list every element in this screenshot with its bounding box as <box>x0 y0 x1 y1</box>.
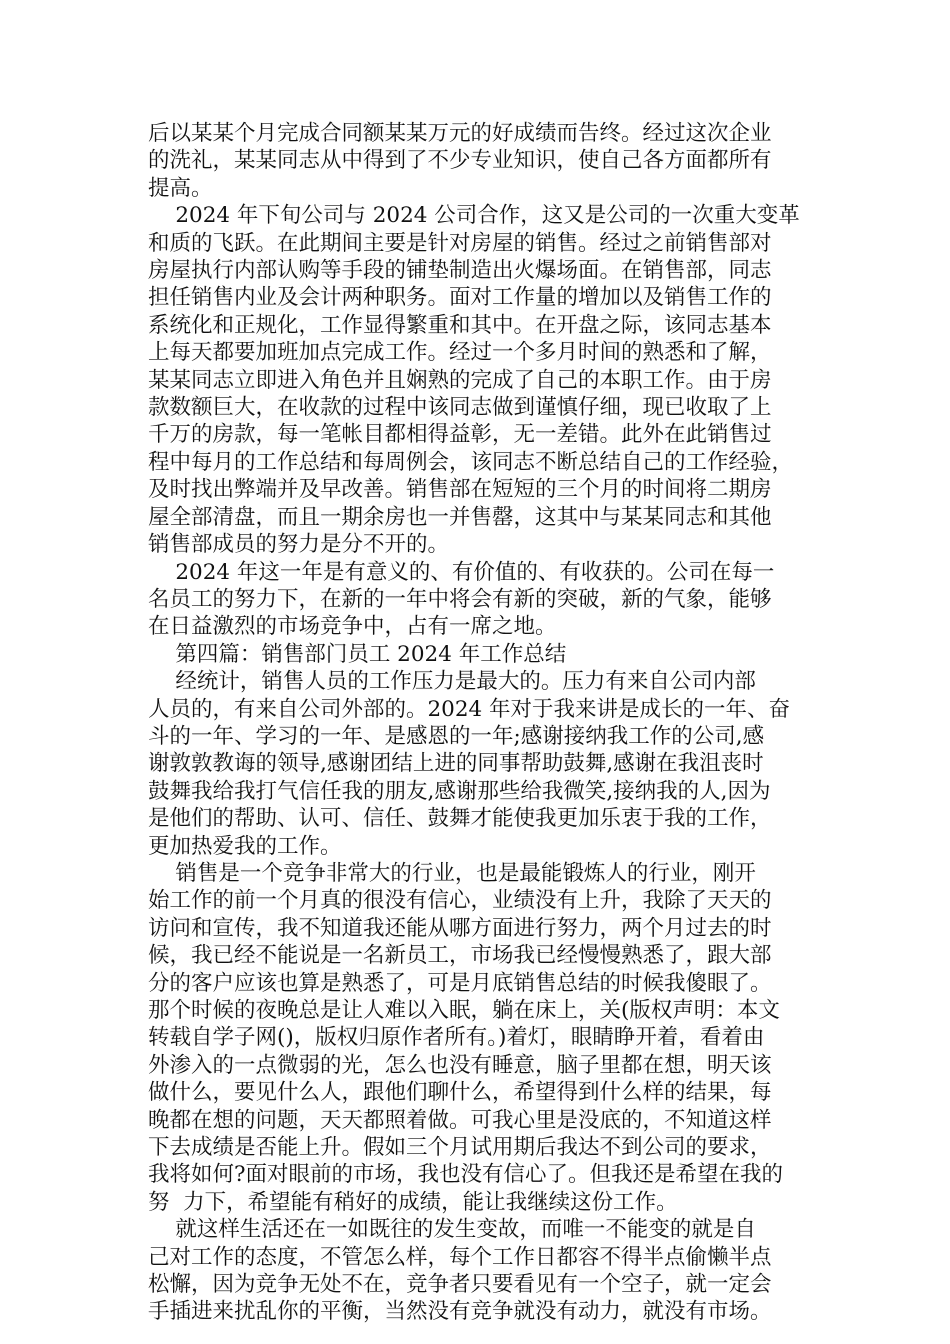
paragraph <box>148 1216 823 1326</box>
text-line: 转载自学子网()，版权归原作者所有。)着灯，眼睛睁开着，看着由 <box>148 1025 765 1051</box>
text-line: 销售是一个竞争非常大的行业，也是最能锻炼人的行业，刚开 <box>148 860 756 886</box>
text-line: 分的客户应该也算是熟悉了，可是月底销售总结的时候我傻眼了。 <box>148 970 772 996</box>
text-line: 下去成绩是否能上升。假如三个月试用期后我达不到公司的要求， <box>148 1135 772 1161</box>
section-heading <box>148 641 823 668</box>
text-line: 人员的，有来自公司外部的。2024 年对于我来讲是成长的一年、奋 <box>148 696 791 722</box>
text-line: 款数额巨大，在收款的过程中该同志做到谨慎仔细，现已收取了上 <box>148 395 772 421</box>
text-line: 斗的一年、学习的一年、是感恩的一年;感谢接纳我工作的公司,感 <box>148 723 765 749</box>
text-line: 程中每月的工作总结和每周例会，该同志不断总结自己的工作经验， <box>148 449 794 475</box>
text-line: 上每天都要加班加点完成工作。经过一个多月时间的熟悉和了解， <box>148 340 772 366</box>
text-line: 谢敦敦教诲的领导,感谢团结上进的同事帮助鼓舞,感谢在我沮丧时 <box>148 751 764 777</box>
text-line: 某某同志立即进入角色并且娴熟的完成了自己的本职工作。由于房 <box>148 367 772 393</box>
text-line: 我将如何?面对眼前的市场，我也没有信心了。但我还是希望在我的 <box>148 1162 784 1188</box>
text-line: 系统化和正规化，工作显得繁重和其中。在开盘之际，该同志基本 <box>148 312 772 338</box>
text-line: 那个时候的夜晚总是让人难以入眠，躺在床上，关(版权声明：本文 <box>148 998 780 1023</box>
document-page <box>148 120 823 1326</box>
text-line: 销售部成员的努力是分不开的。 <box>148 532 450 558</box>
text-line: 在日益激烈的市场竞争中，占有一席之地。 <box>148 614 557 640</box>
text-line: 后以某某个月完成合同额某某万元的好成绩而告终。经过这次企业 <box>148 121 772 146</box>
text-line: 的洗礼，某某同志从中得到了不少专业知识，使自己各方面都所有 <box>148 148 772 174</box>
text-line: 外渗入的一点微弱的光，怎么也没有睡意，脑子里都在想，明天该 <box>148 1052 772 1078</box>
text-line: 是他们的帮助、认可、信任、鼓舞才能使我更加乐衷于我的工作， <box>148 806 772 832</box>
paragraph <box>148 860 823 1216</box>
paragraph <box>148 202 823 558</box>
text-line: 候，我已经不能说是一名新员工，市场我已经慢慢熟悉了，跟大部 <box>148 943 772 969</box>
text-line: 手插进来扰乱你的平衡，当然没有竞争就没有动力，就没有市场。 <box>148 1299 772 1325</box>
text-line: 松懈，因为竞争无处不在，竞争者只要看见有一个空子，就一定会 <box>148 1272 772 1298</box>
text-line: 更加热爱我的工作。 <box>148 833 342 859</box>
text-line: 2024 年这一年是有意义的、有价值的、有收获的。公司在每一 <box>148 559 775 585</box>
text-line: 鼓舞我给我打气信任我的朋友,感谢那些给我微笑,接纳我的人,因为 <box>148 778 771 804</box>
paragraph <box>148 120 823 202</box>
text-line: 房屋执行内部认购等手段的铺垫制造出火爆场面。在销售部，同志 <box>148 258 772 284</box>
text-line: 屋全部清盘，而且一期余房也一并售罄，这其中与某某同志和其他 <box>148 504 772 530</box>
text-line: 提高。 <box>148 175 213 201</box>
text-line: 经统计，销售人员的工作压力是最大的。压力有来自公司内部 <box>148 669 756 695</box>
text-line: 晚都在想的问题，天天都照着做。可我心里是没底的，不知道这样 <box>148 1107 772 1133</box>
paragraph <box>148 668 823 860</box>
text-line: 就这样生活还在一如既往的发生变故，而唯一不能变的就是自 <box>148 1217 756 1243</box>
text-line: 及时找出弊端并及早改善。销售部在短短的三个月的时间将二期房 <box>148 477 772 503</box>
text-line: 努 力下，希望能有稍好的成绩，能让我继续这份工作。 <box>148 1189 678 1215</box>
text-line: 己对工作的态度，不管怎么样，每个工作日都容不得半点偷懒半点 <box>148 1244 772 1270</box>
text-line: 名员工的努力下，在新的一年中将会有新的突破，新的气象，能够 <box>148 586 772 612</box>
heading-text: 第四篇：销售部门员工 2024 年工作总结 <box>148 641 567 667</box>
text-line: 和质的飞跃。在此期间主要是针对房屋的销售。经过之前销售部对 <box>148 230 772 256</box>
paragraph <box>148 559 823 641</box>
text-line: 2024 年下旬公司与 2024 公司合作，这又是公司的一次重大变革 <box>148 203 800 229</box>
text-line: 做什么，要见什么人，跟他们聊什么，希望得到什么样的结果，每 <box>148 1080 772 1106</box>
text-line: 访问和宣传，我不知道我还能从哪方面进行努力，两个月过去的时 <box>148 915 772 941</box>
text-line: 始工作的前一个月真的很没有信心，业绩没有上升，我除了天天的 <box>148 888 772 914</box>
text-line: 千万的房款，每一笔帐目都相得益彰，无一差错。此外在此销售过 <box>148 422 772 448</box>
text-line: 担任销售内业及会计两种职务。面对工作量的增加以及销售工作的 <box>148 285 772 311</box>
